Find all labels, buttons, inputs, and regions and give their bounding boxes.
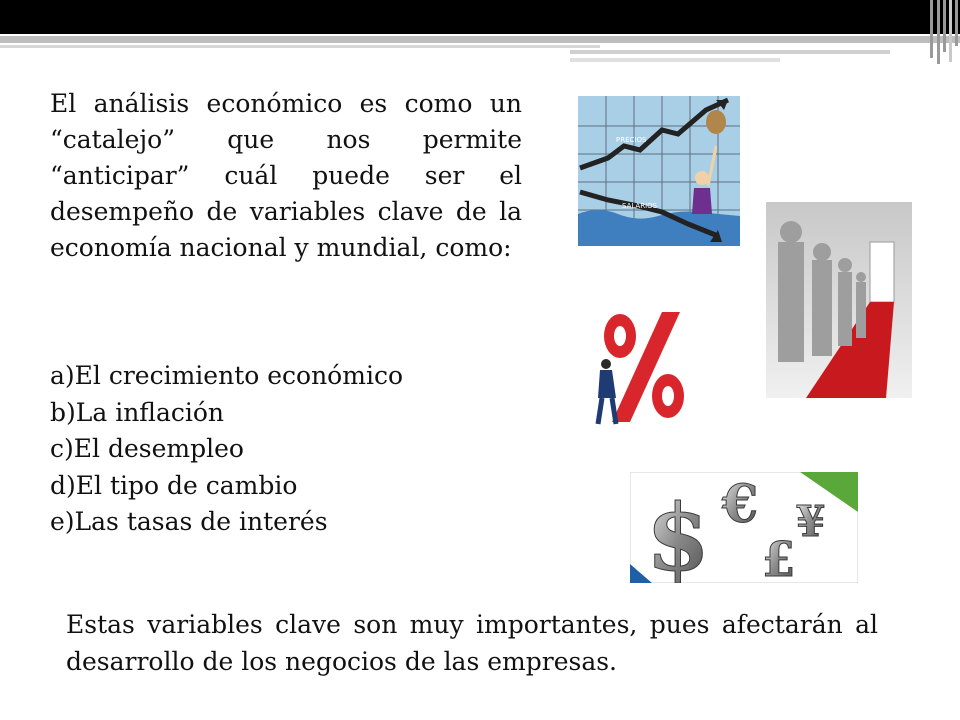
price-wage-cartoon-icon: [578, 96, 740, 246]
list-item: a)El crecimiento económico: [50, 361, 403, 390]
cartoon-label-bottom: SALARIOS: [622, 202, 658, 210]
list-item: b)La inflación: [50, 397, 225, 427]
percent-sign-icon: [590, 306, 698, 426]
header-stripe-right-short: [570, 58, 780, 62]
closing-paragraph: Estas variables clave son muy importantes, pues afectarán al desarrollo de los negocios de las empresas.: [66, 610, 878, 676]
dollar-symbol: $: [646, 484, 711, 583]
header-stripe-thin: [0, 45, 600, 48]
currency-symbols-icon: [630, 472, 858, 583]
header-stripe: [0, 36, 960, 43]
intro-paragraph: El análisis económico es como un “catalejo” que nos permite “anticipar” cuál puede ser el desempeño de variables clave de la economía nacional y mundial, como:: [50, 89, 522, 262]
euro-symbol: €: [722, 474, 759, 535]
header-stripe-right: [570, 50, 890, 54]
top-bar: [0, 0, 960, 34]
people-red-carpet-icon: [766, 202, 912, 398]
list-item: e)Las tasas de interés: [50, 507, 328, 536]
list-item: c)El desempleo: [50, 434, 244, 463]
pound-symbol: £: [762, 532, 796, 583]
variables-list: [50, 358, 530, 541]
yen-symbol: ¥: [796, 497, 826, 546]
corner-lines: [926, 0, 960, 64]
list-item: d)El tipo de cambio: [50, 470, 298, 500]
cartoon-label-top: PRECIOS: [616, 136, 647, 144]
